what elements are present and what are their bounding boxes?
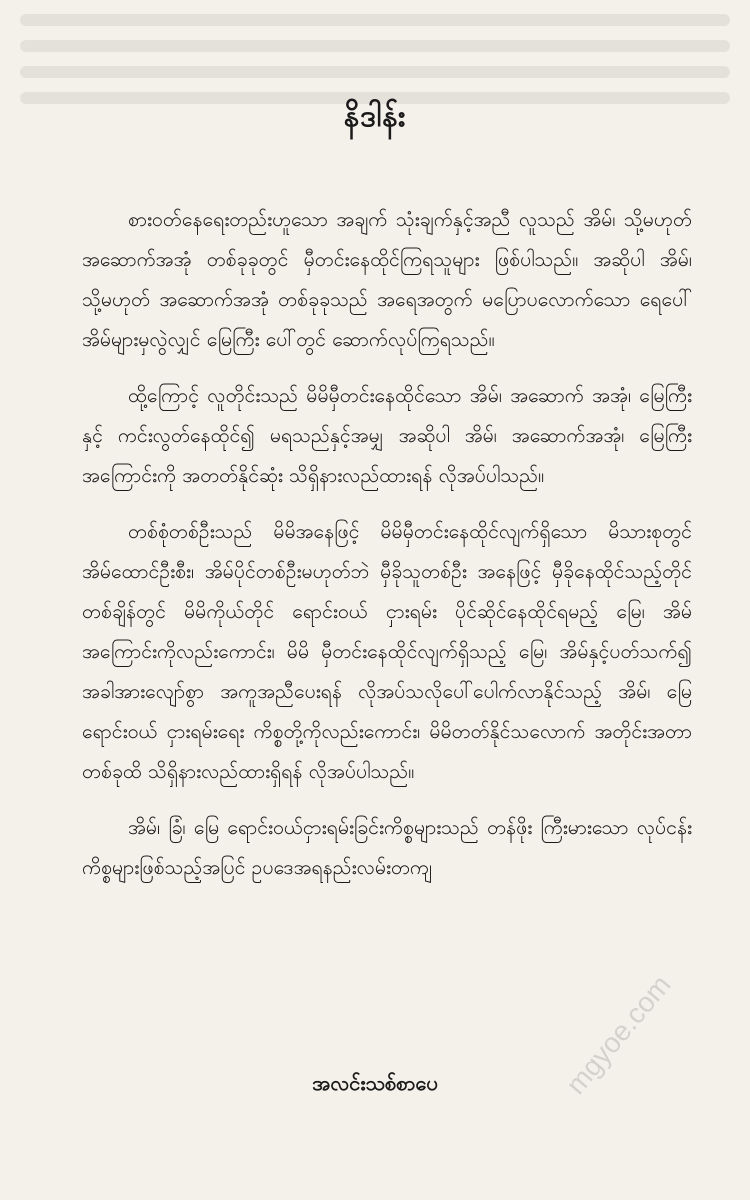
paragraph: ထို့ကြောင့် လူတိုင်းသည် မိမိမှီတင်းနေထိုင်သော အိမ်၊ အဆောက် အအုံ၊ မြေကြီးနှင့် ကင်းလွတ်နေထိုင်၍ မရသည်နှင့်အမျှ အဆိုပါ အိမ်၊ အဆောက်အအုံ၊ မြေကြီးအကြောင်းကို အတတ်နိုင်ဆုံး သိရှိနားလည်ထားရန် လိုအပ်ပါသည်။ (82, 384, 692, 487)
paragraph: တစ်စုံတစ်ဦးသည် မိမိအနေဖြင့် မိမိမှီတင်းနေထိုင်လျက်ရှိသော မိသားစုတွင် အိမ်ထောင်ဦးစီး၊ အိမ်ပိုင်တစ်ဦးမဟုတ်ဘဲ မှီခိုသူတစ်ဦး အနေဖြင့် မှီခိုနေထိုင်သည့်တိုင် တစ်ချိန်တွင် မိမိကိုယ်တိုင် ရောင်းဝယ် ငှားရမ်း ပိုင်ဆိုင်နေထိုင်ရမည့် မြေ၊ အိမ် အကြောင်းကိုလည်းကောင်း၊ မိမိ မှီတင်းနေထိုင်လျက်ရှိသည့် မြေ၊ အိမ်နှင့်ပတ်သက်၍ အခါအားလျော်စွာ အကူအညီပေးရန် လိုအပ်သလိုပေါ်ပေါက်လာနိုင်သည့် အိမ်၊ မြေ ရောင်းဝယ် ငှားရမ်းရေး ကိစ္စတို့ကိုလည်းကောင်း၊ မိမိတတ်နိုင်သလောက် အတိုင်းအတာ တစ်ခုထိ သိရှိနားလည်ထားရှိရန် လိုအပ်ပါသည်။ (82, 520, 692, 783)
paragraph: စားဝတ်နေရေးတည်းဟူသော အချက် သုံးချက်နှင့်အညီ လူသည် အိမ်၊ သို့မဟုတ် အဆောက်အအုံ တစ်ခုခုတွင် မှီတင်းနေထိုင်ကြရသူများ ဖြစ်ပါသည်။ အဆိုပါ အိမ်၊ သို့မဟုတ် အဆောက်အအုံ တစ်ခုခုသည် အရေအတွက် မပြောပလောက်သော ရေပေါ်အိမ်များမှလွဲလျှင် မြေကြီး ပေါ်တွင် ဆောက်လုပ်ကြရသည်။ (82, 208, 692, 351)
watermark: mgyoe.com (560, 969, 677, 1100)
paragraph: အိမ်၊ ခြံ၊ မြေ ရောင်းဝယ်ငှားရမ်းခြင်းကိစ္စများသည် တန်ဖိုး ကြီးမားသော လုပ်ငန်းကိစ္စများဖြစ်သည့်အပြင် ဥပဒေအရနည်းလမ်းတကျ (82, 816, 692, 879)
publisher-name: အလင်းသစ်စာပေ (312, 1071, 438, 1095)
chapter-title: နိဒါန်း (343, 99, 407, 134)
body-text (82, 200, 692, 904)
